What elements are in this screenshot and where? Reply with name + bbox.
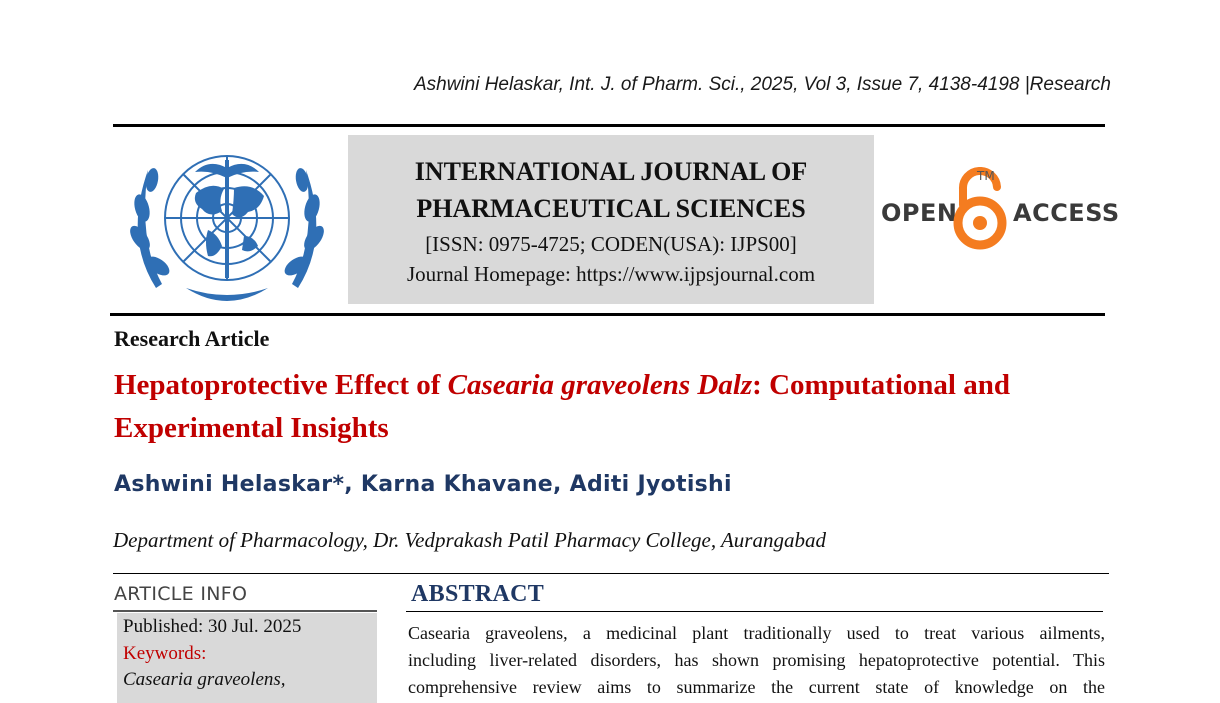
article-info-rule <box>113 610 377 612</box>
journal-issn: [ISSN: 0975-4725; CODEN(USA): IJPS00] <box>425 232 797 256</box>
title-part-1: Hepatoprotective Effect of <box>114 369 448 401</box>
article-info-box <box>117 613 377 703</box>
open-access-access-text: ACCESS <box>1013 199 1120 227</box>
abstract-line: including liver-related disorders, has shown promising hepatoprotective potential. This <box>408 650 1105 670</box>
title-species-name: Casearia graveolens Dalz <box>447 369 753 401</box>
abstract-line: Casearia graveolens, a medicinal plant traditionally used to treat various ailments, <box>408 623 1105 643</box>
running-header: Ashwini Helaskar, Int. J. of Pharm. Sci., 2025, Vol 3, Issue 7, 4138-4198 |Research <box>413 74 1111 95</box>
header-bottom-rule <box>110 313 1105 316</box>
open-access-logo <box>878 165 1120 255</box>
abstract-line: comprehensive review aims to summarize the current state of knowledge on the <box>408 677 1105 697</box>
journal-masthead <box>348 135 874 304</box>
author-list: Ashwini Helaskar*, Karna Khavane, Aditi Jyotishi <box>114 472 732 497</box>
trademark-mark: TM <box>977 169 995 183</box>
article-info-heading: ARTICLE INFO <box>114 583 248 605</box>
open-access-open-text: OPEN <box>881 199 958 227</box>
un-emblem-icon <box>126 138 328 306</box>
title-line-2: Experimental Insights <box>114 412 389 444</box>
header-top-rule <box>113 124 1105 127</box>
article-type: Research Article <box>114 326 270 351</box>
journal-name-line-2: PHARMACEUTICAL SCIENCES <box>416 194 806 223</box>
abstract-body <box>408 620 1105 701</box>
title-part-2: : Computational and <box>752 369 1010 401</box>
article-title <box>114 364 1114 450</box>
abstract-heading: ABSTRACT <box>411 581 545 607</box>
keyword-item: Casearia graveolens, <box>123 669 286 690</box>
published-date: Published: 30 Jul. 2025 <box>123 616 302 637</box>
journal-name <box>348 153 874 227</box>
journal-name-line-1: INTERNATIONAL JOURNAL OF <box>414 157 808 186</box>
section-divider <box>113 573 1109 574</box>
abstract-rule <box>406 611 1103 612</box>
affiliation: Department of Pharmacology, Dr. Vedprakash Patil Pharmacy College, Aurangabad <box>113 528 826 552</box>
keywords-label: Keywords: <box>123 643 207 664</box>
journal-homepage[interactable]: Journal Homepage: https://www.ijpsjournal.com <box>406 262 816 286</box>
